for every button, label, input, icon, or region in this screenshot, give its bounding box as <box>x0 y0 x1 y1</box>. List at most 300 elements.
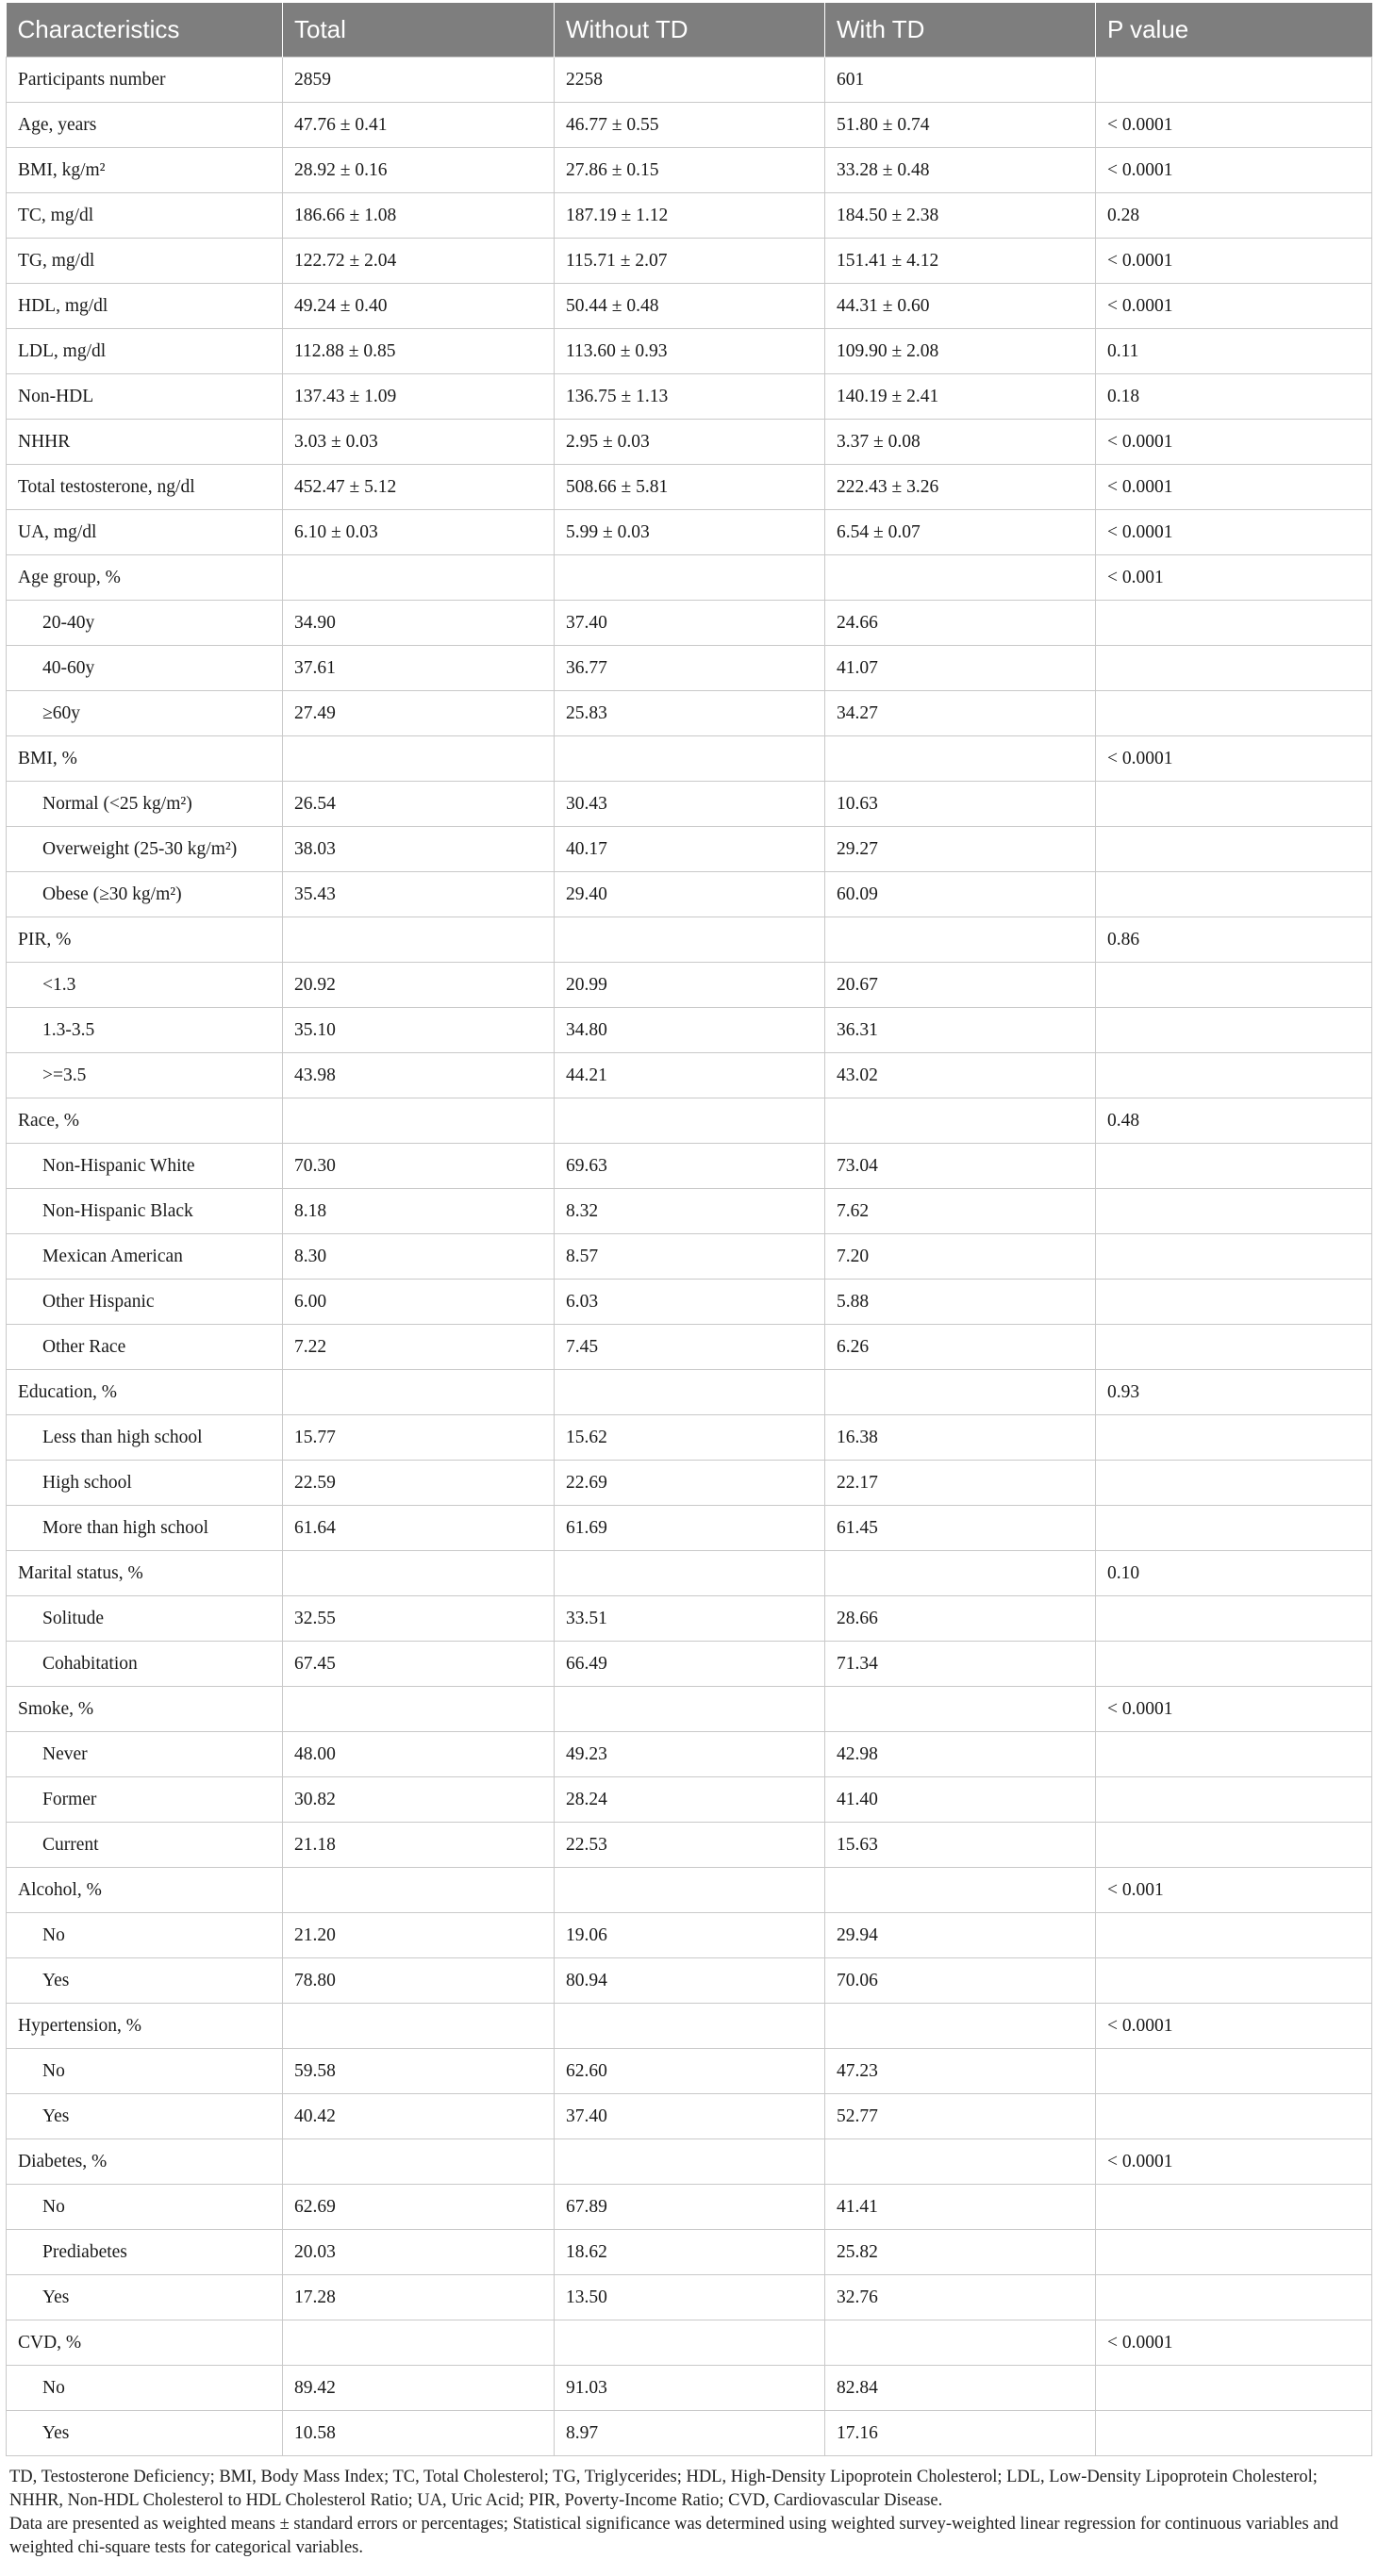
cell-total: 34.90 <box>283 601 555 646</box>
cell-characteristic: Normal (<25 kg/m²) <box>7 782 283 827</box>
cell-total: 70.30 <box>283 1144 555 1189</box>
cell-characteristic: Yes <box>7 2094 283 2139</box>
document <box>6 3 1371 2560</box>
cell-characteristic: No <box>7 2049 283 2094</box>
cell-total: 186.66 ± 1.08 <box>283 193 555 239</box>
cell-characteristic: Hypertension, % <box>7 2004 283 2049</box>
cell-with-td: 70.06 <box>825 1958 1096 2004</box>
cell-total: 21.18 <box>283 1823 555 1868</box>
cell-with-td: 7.62 <box>825 1189 1096 1234</box>
cell-with-td: 52.77 <box>825 2094 1096 2139</box>
cell-with-td: 60.09 <box>825 872 1096 917</box>
table-row <box>7 646 1372 691</box>
cell-without-td: 8.97 <box>555 2411 825 2456</box>
cell-with-td: 184.50 ± 2.38 <box>825 193 1096 239</box>
cell-p-value <box>1096 58 1372 103</box>
cell-without-td: 29.40 <box>555 872 825 917</box>
cell-without-td: 7.45 <box>555 1325 825 1370</box>
cell-total <box>283 2320 555 2366</box>
cell-p-value: 0.10 <box>1096 1551 1372 1596</box>
cell-total: 28.92 ± 0.16 <box>283 148 555 193</box>
cell-total: 452.47 ± 5.12 <box>283 465 555 510</box>
cell-characteristic: <1.3 <box>7 963 283 1008</box>
cell-total: 43.98 <box>283 1053 555 1098</box>
cell-with-td: 44.31 ± 0.60 <box>825 284 1096 329</box>
cell-p-value <box>1096 1008 1372 1053</box>
cell-with-td: 6.54 ± 0.07 <box>825 510 1096 555</box>
cell-p-value: 0.48 <box>1096 1098 1372 1144</box>
cell-p-value <box>1096 872 1372 917</box>
table-row <box>7 1687 1372 1732</box>
cell-characteristic: Diabetes, % <box>7 2139 283 2185</box>
cell-total <box>283 2139 555 2185</box>
cell-without-td: 66.49 <box>555 1642 825 1687</box>
cell-characteristic: No <box>7 2185 283 2230</box>
cell-with-td: 17.16 <box>825 2411 1096 2456</box>
header-total: Total <box>283 3 555 58</box>
cell-p-value <box>1096 1506 1372 1551</box>
cell-p-value <box>1096 827 1372 872</box>
cell-p-value: < 0.0001 <box>1096 284 1372 329</box>
cell-with-td: 29.94 <box>825 1913 1096 1958</box>
table-row <box>7 1053 1372 1098</box>
cell-without-td: 30.43 <box>555 782 825 827</box>
table-row <box>7 374 1372 420</box>
table-row <box>7 2004 1372 2049</box>
cell-characteristic: Less than high school <box>7 1415 283 1461</box>
table-row <box>7 782 1372 827</box>
cell-total <box>283 1370 555 1415</box>
cell-without-td: 46.77 ± 0.55 <box>555 103 825 148</box>
cell-characteristic: Non-Hispanic White <box>7 1144 283 1189</box>
cell-p-value <box>1096 2411 1372 2456</box>
cell-characteristic: NHHR <box>7 420 283 465</box>
cell-without-td: 44.21 <box>555 1053 825 1098</box>
cell-p-value <box>1096 1415 1372 1461</box>
cell-p-value <box>1096 1189 1372 1234</box>
cell-total: 32.55 <box>283 1596 555 1642</box>
table-row <box>7 2049 1372 2094</box>
cell-characteristic: Never <box>7 1732 283 1777</box>
cell-p-value <box>1096 601 1372 646</box>
cell-characteristic: No <box>7 2366 283 2411</box>
cell-total: 20.92 <box>283 963 555 1008</box>
cell-with-td: 32.76 <box>825 2275 1096 2320</box>
cell-p-value: < 0.0001 <box>1096 2320 1372 2366</box>
header-with-td: With TD <box>825 3 1096 58</box>
cell-with-td: 33.28 ± 0.48 <box>825 148 1096 193</box>
cell-with-td: 43.02 <box>825 1053 1096 1098</box>
cell-without-td <box>555 1370 825 1415</box>
cell-without-td: 136.75 ± 1.13 <box>555 374 825 420</box>
cell-with-td: 3.37 ± 0.08 <box>825 420 1096 465</box>
table-row <box>7 239 1372 284</box>
table-row <box>7 1280 1372 1325</box>
cell-characteristic: HDL, mg/dl <box>7 284 283 329</box>
cell-without-td: 62.60 <box>555 2049 825 2094</box>
cell-characteristic: High school <box>7 1461 283 1506</box>
header-without-td: Without TD <box>555 3 825 58</box>
cell-characteristic: LDL, mg/dl <box>7 329 283 374</box>
table-row <box>7 1415 1372 1461</box>
cell-without-td: 34.80 <box>555 1008 825 1053</box>
cell-characteristic: Yes <box>7 1958 283 2004</box>
cell-without-td: 27.86 ± 0.15 <box>555 148 825 193</box>
cell-total <box>283 736 555 782</box>
cell-total: 15.77 <box>283 1415 555 1461</box>
cell-with-td: 10.63 <box>825 782 1096 827</box>
cell-characteristic: Other Hispanic <box>7 1280 283 1325</box>
cell-characteristic: CVD, % <box>7 2320 283 2366</box>
footnote-methods: Data are presented as weighted means ± standard errors or percentages; Statistical significance was determined using weighted survey-weighted linear regression for continuous variables and weighted chi-square tests for categorical variables. <box>9 2515 1338 2557</box>
cell-total: 48.00 <box>283 1732 555 1777</box>
cell-with-td: 47.23 <box>825 2049 1096 2094</box>
cell-characteristic: Obese (≥30 kg/m²) <box>7 872 283 917</box>
cell-characteristic: 40-60y <box>7 646 283 691</box>
table-row <box>7 2230 1372 2275</box>
cell-p-value <box>1096 1777 1372 1823</box>
cell-total: 8.30 <box>283 1234 555 1280</box>
cell-characteristic: >=3.5 <box>7 1053 283 1098</box>
cell-characteristic: TC, mg/dl <box>7 193 283 239</box>
cell-without-td: 15.62 <box>555 1415 825 1461</box>
cell-with-td: 140.19 ± 2.41 <box>825 374 1096 420</box>
cell-without-td: 113.60 ± 0.93 <box>555 329 825 374</box>
cell-p-value <box>1096 1280 1372 1325</box>
cell-with-td: 71.34 <box>825 1642 1096 1687</box>
cell-p-value <box>1096 1913 1372 1958</box>
cell-without-td: 19.06 <box>555 1913 825 1958</box>
cell-p-value: 0.18 <box>1096 374 1372 420</box>
cell-total: 20.03 <box>283 2230 555 2275</box>
cell-with-td <box>825 2320 1096 2366</box>
cell-without-td: 49.23 <box>555 1732 825 1777</box>
cell-characteristic: Age, years <box>7 103 283 148</box>
cell-characteristic: TG, mg/dl <box>7 239 283 284</box>
cell-total: 49.24 ± 0.40 <box>283 284 555 329</box>
cell-total: 3.03 ± 0.03 <box>283 420 555 465</box>
cell-p-value <box>1096 1732 1372 1777</box>
table-row <box>7 193 1372 239</box>
cell-total: 7.22 <box>283 1325 555 1370</box>
cell-p-value: < 0.0001 <box>1096 2004 1372 2049</box>
cell-total <box>283 1687 555 1732</box>
cell-total: 59.58 <box>283 2049 555 2094</box>
cell-characteristic: Current <box>7 1823 283 1868</box>
cell-total: 67.45 <box>283 1642 555 1687</box>
cell-p-value: 0.86 <box>1096 917 1372 963</box>
cell-without-td <box>555 555 825 601</box>
cell-without-td: 5.99 ± 0.03 <box>555 510 825 555</box>
table-row <box>7 2411 1372 2456</box>
cell-without-td: 22.69 <box>555 1461 825 1506</box>
cell-without-td: 187.19 ± 1.12 <box>555 193 825 239</box>
cell-p-value <box>1096 1325 1372 1370</box>
cell-without-td: 80.94 <box>555 1958 825 2004</box>
cell-p-value <box>1096 2366 1372 2411</box>
table-row <box>7 1234 1372 1280</box>
cell-without-td <box>555 2139 825 2185</box>
cell-total: 6.10 ± 0.03 <box>283 510 555 555</box>
cell-without-td: 8.57 <box>555 1234 825 1280</box>
cell-without-td: 50.44 ± 0.48 <box>555 284 825 329</box>
cell-without-td: 6.03 <box>555 1280 825 1325</box>
table-row <box>7 1732 1372 1777</box>
cell-total <box>283 917 555 963</box>
cell-p-value <box>1096 1234 1372 1280</box>
cell-without-td <box>555 917 825 963</box>
cell-characteristic: Prediabetes <box>7 2230 283 2275</box>
cell-characteristic: Yes <box>7 2411 283 2456</box>
cell-without-td: 20.99 <box>555 963 825 1008</box>
cell-p-value: < 0.0001 <box>1096 736 1372 782</box>
cell-with-td <box>825 736 1096 782</box>
cell-without-td: 28.24 <box>555 1777 825 1823</box>
cell-p-value <box>1096 1642 1372 1687</box>
cell-characteristic: Alcohol, % <box>7 1868 283 1913</box>
cell-with-td <box>825 555 1096 601</box>
cell-with-td <box>825 1098 1096 1144</box>
cell-p-value <box>1096 1144 1372 1189</box>
table-row <box>7 1461 1372 1506</box>
table-row <box>7 2139 1372 2185</box>
cell-characteristic: Marital status, % <box>7 1551 283 1596</box>
cell-characteristic: Other Race <box>7 1325 283 1370</box>
cell-without-td <box>555 736 825 782</box>
cell-without-td: 508.66 ± 5.81 <box>555 465 825 510</box>
cell-total <box>283 2004 555 2049</box>
cell-total <box>283 1551 555 1596</box>
cell-p-value <box>1096 691 1372 736</box>
table-row <box>7 2185 1372 2230</box>
cell-total: 47.76 ± 0.41 <box>283 103 555 148</box>
cell-total: 35.43 <box>283 872 555 917</box>
cell-total: 30.82 <box>283 1777 555 1823</box>
cell-total: 2859 <box>283 58 555 103</box>
cell-characteristic: Non-HDL <box>7 374 283 420</box>
cell-characteristic: Solitude <box>7 1596 283 1642</box>
cell-with-td: 222.43 ± 3.26 <box>825 465 1096 510</box>
table-row <box>7 2320 1372 2366</box>
cell-characteristic: UA, mg/dl <box>7 510 283 555</box>
table-row <box>7 284 1372 329</box>
cell-p-value <box>1096 2230 1372 2275</box>
cell-characteristic: Race, % <box>7 1098 283 1144</box>
cell-characteristic: Education, % <box>7 1370 283 1415</box>
table-row <box>7 2275 1372 2320</box>
cell-characteristic: Total testosterone, ng/dl <box>7 465 283 510</box>
table-row <box>7 103 1372 148</box>
cell-without-td: 40.17 <box>555 827 825 872</box>
cell-characteristic: Overweight (25-30 kg/m²) <box>7 827 283 872</box>
table-row <box>7 1098 1372 1144</box>
cell-with-td: 73.04 <box>825 1144 1096 1189</box>
table-row <box>7 329 1372 374</box>
cell-with-td: 109.90 ± 2.08 <box>825 329 1096 374</box>
cell-p-value <box>1096 1596 1372 1642</box>
table-row <box>7 1913 1372 1958</box>
cell-characteristic: BMI, % <box>7 736 283 782</box>
cell-characteristic: Yes <box>7 2275 283 2320</box>
table-row <box>7 1008 1372 1053</box>
table-footnotes <box>6 2456 1371 2560</box>
table-row <box>7 1506 1372 1551</box>
cell-p-value <box>1096 646 1372 691</box>
cell-with-td: 34.27 <box>825 691 1096 736</box>
cell-without-td <box>555 2004 825 2049</box>
cell-with-td: 61.45 <box>825 1506 1096 1551</box>
cell-with-td <box>825 1868 1096 1913</box>
cell-with-td: 15.63 <box>825 1823 1096 1868</box>
cell-p-value: < 0.0001 <box>1096 1687 1372 1732</box>
cell-p-value <box>1096 1461 1372 1506</box>
cell-without-td: 8.32 <box>555 1189 825 1234</box>
cell-with-td <box>825 917 1096 963</box>
table-row <box>7 1144 1372 1189</box>
cell-characteristic: 1.3-3.5 <box>7 1008 283 1053</box>
cell-total: 35.10 <box>283 1008 555 1053</box>
table-row <box>7 1189 1372 1234</box>
cell-without-td <box>555 1687 825 1732</box>
cell-p-value: 0.93 <box>1096 1370 1372 1415</box>
cell-total: 27.49 <box>283 691 555 736</box>
cell-without-td: 37.40 <box>555 601 825 646</box>
cell-total: 10.58 <box>283 2411 555 2456</box>
cell-with-td: 25.82 <box>825 2230 1096 2275</box>
table-row <box>7 1958 1372 2004</box>
cell-without-td: 22.53 <box>555 1823 825 1868</box>
cell-without-td: 2258 <box>555 58 825 103</box>
table-row <box>7 1868 1372 1913</box>
cell-total: 8.18 <box>283 1189 555 1234</box>
cell-total: 21.20 <box>283 1913 555 1958</box>
cell-p-value: < 0.0001 <box>1096 148 1372 193</box>
table-row <box>7 2366 1372 2411</box>
table-row <box>7 963 1372 1008</box>
cell-characteristic: Participants number <box>7 58 283 103</box>
cell-with-td: 42.98 <box>825 1732 1096 1777</box>
cell-without-td: 13.50 <box>555 2275 825 2320</box>
cell-p-value <box>1096 2185 1372 2230</box>
cell-with-td: 41.07 <box>825 646 1096 691</box>
cell-without-td: 115.71 ± 2.07 <box>555 239 825 284</box>
cell-characteristic: PIR, % <box>7 917 283 963</box>
cell-total: 137.43 ± 1.09 <box>283 374 555 420</box>
cell-p-value <box>1096 2049 1372 2094</box>
cell-with-td: 24.66 <box>825 601 1096 646</box>
table-row <box>7 1551 1372 1596</box>
cell-with-td: 51.80 ± 0.74 <box>825 103 1096 148</box>
cell-with-td: 601 <box>825 58 1096 103</box>
cell-total: 22.59 <box>283 1461 555 1506</box>
table-row <box>7 465 1372 510</box>
table-row <box>7 1325 1372 1370</box>
cell-total: 78.80 <box>283 1958 555 2004</box>
cell-total: 122.72 ± 2.04 <box>283 239 555 284</box>
cell-p-value: 0.11 <box>1096 329 1372 374</box>
table-body <box>7 58 1372 2456</box>
cell-total: 37.61 <box>283 646 555 691</box>
cell-without-td <box>555 1098 825 1144</box>
table-row <box>7 1596 1372 1642</box>
table-header-row <box>7 3 1372 58</box>
table-row <box>7 1823 1372 1868</box>
cell-without-td: 36.77 <box>555 646 825 691</box>
cell-with-td: 5.88 <box>825 1280 1096 1325</box>
cell-p-value <box>1096 1823 1372 1868</box>
cell-characteristic: Cohabitation <box>7 1642 283 1687</box>
cell-with-td: 82.84 <box>825 2366 1096 2411</box>
table-row <box>7 510 1372 555</box>
table-row <box>7 555 1372 601</box>
cell-p-value <box>1096 1053 1372 1098</box>
cell-without-td: 91.03 <box>555 2366 825 2411</box>
cell-with-td <box>825 2139 1096 2185</box>
table-row <box>7 148 1372 193</box>
cell-characteristic: 20-40y <box>7 601 283 646</box>
cell-characteristic: Mexican American <box>7 1234 283 1280</box>
cell-total <box>283 555 555 601</box>
cell-with-td: 41.41 <box>825 2185 1096 2230</box>
table-row <box>7 736 1372 782</box>
cell-without-td: 2.95 ± 0.03 <box>555 420 825 465</box>
table-row <box>7 1777 1372 1823</box>
table-row <box>7 601 1372 646</box>
cell-with-td: 28.66 <box>825 1596 1096 1642</box>
cell-p-value: < 0.0001 <box>1096 465 1372 510</box>
cell-without-td: 61.69 <box>555 1506 825 1551</box>
table-row <box>7 691 1372 736</box>
cell-without-td: 33.51 <box>555 1596 825 1642</box>
table-row <box>7 420 1372 465</box>
cell-with-td: 22.17 <box>825 1461 1096 1506</box>
cell-total: 26.54 <box>283 782 555 827</box>
cell-characteristic: ≥60y <box>7 691 283 736</box>
cell-without-td: 25.83 <box>555 691 825 736</box>
cell-with-td: 151.41 ± 4.12 <box>825 239 1096 284</box>
cell-p-value: < 0.001 <box>1096 555 1372 601</box>
table-row <box>7 917 1372 963</box>
cell-total: 17.28 <box>283 2275 555 2320</box>
cell-without-td: 69.63 <box>555 1144 825 1189</box>
table-row <box>7 1642 1372 1687</box>
cell-total <box>283 1868 555 1913</box>
cell-p-value <box>1096 782 1372 827</box>
cell-with-td: 7.20 <box>825 1234 1096 1280</box>
cell-with-td <box>825 2004 1096 2049</box>
cell-p-value <box>1096 2275 1372 2320</box>
cell-without-td <box>555 1551 825 1596</box>
cell-without-td <box>555 1868 825 1913</box>
cell-without-td <box>555 2320 825 2366</box>
cell-characteristic: Smoke, % <box>7 1687 283 1732</box>
cell-p-value: < 0.0001 <box>1096 103 1372 148</box>
cell-with-td <box>825 1551 1096 1596</box>
cell-p-value: < 0.0001 <box>1096 2139 1372 2185</box>
cell-without-td: 18.62 <box>555 2230 825 2275</box>
cell-with-td: 29.27 <box>825 827 1096 872</box>
cell-characteristic: No <box>7 1913 283 1958</box>
cell-p-value <box>1096 2094 1372 2139</box>
cell-total: 6.00 <box>283 1280 555 1325</box>
cell-p-value: < 0.0001 <box>1096 239 1372 284</box>
footnote-abbreviations: TD, Testosterone Deficiency; BMI, Body Mass Index; TC, Total Cholesterol; TG, Triglycerides; HDL, High-Density Lipoprotein Cholesterol; LDL, Low-Density Lipoprotein Cholesterol; NHHR, Non-HDL Cholesterol to HDL Cholesterol Ratio; UA, Uric Acid; PIR, Poverty-Income Ratio; CVD, Cardiovascular Disease. <box>9 2468 1318 2510</box>
cell-with-td <box>825 1687 1096 1732</box>
cell-total: 38.03 <box>283 827 555 872</box>
table-row <box>7 2094 1372 2139</box>
cell-total: 40.42 <box>283 2094 555 2139</box>
cell-characteristic: More than high school <box>7 1506 283 1551</box>
